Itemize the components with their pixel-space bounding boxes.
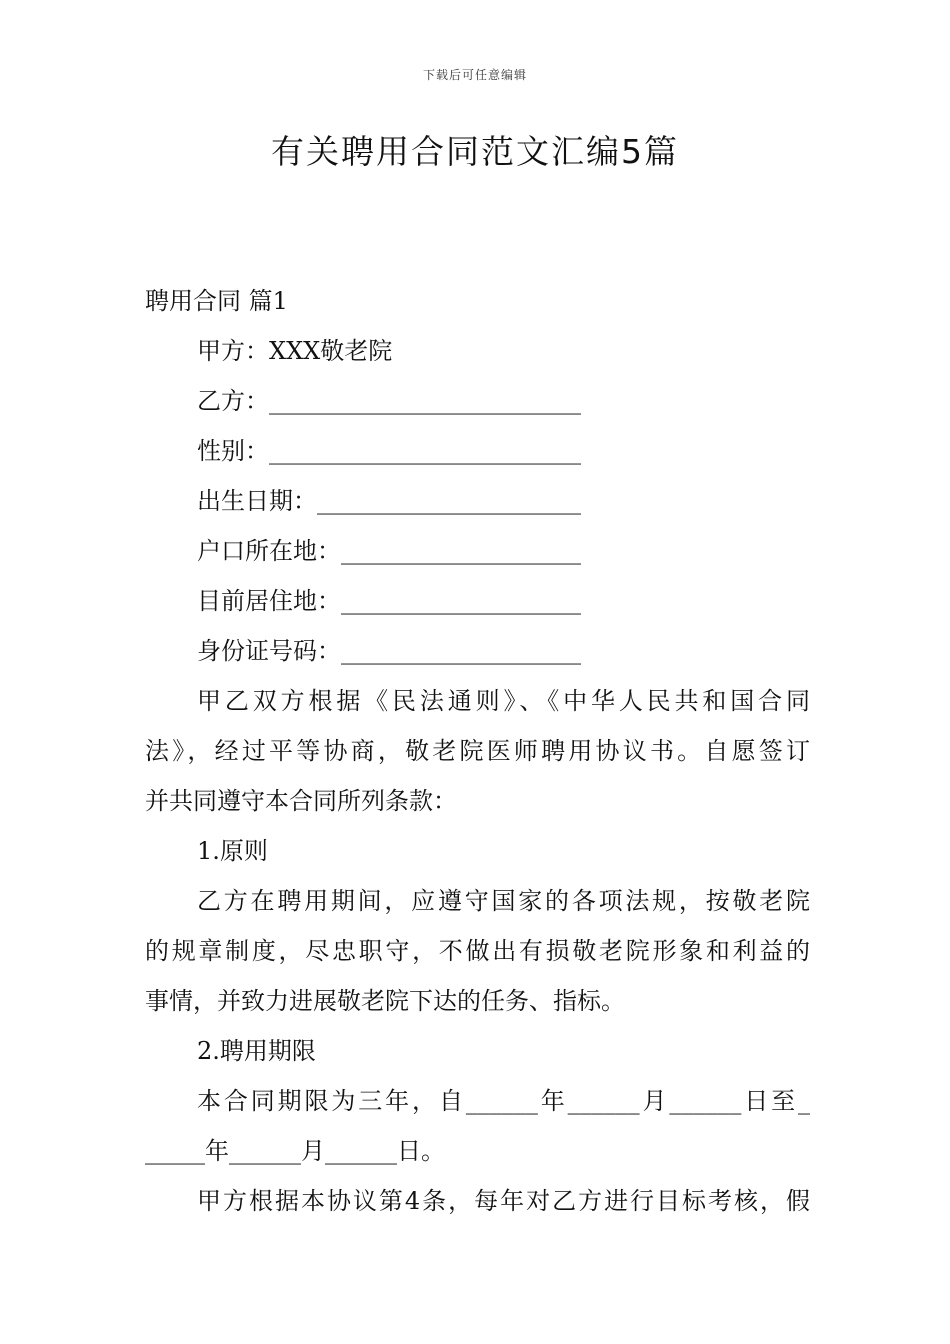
gender-line: 性别：__________________________ [197, 437, 581, 465]
residence-line: 目前居住地：____________________ [197, 587, 581, 615]
intro-paragraph-line-3: 并共同遵守本合同所列条款： [145, 787, 457, 815]
party-a-line: 甲方：XXX敬老院 [197, 337, 393, 365]
clause-1-text-line-2: 的规章制度，尽忠职守，不做出有损敬老院形象和利益的 [145, 937, 810, 965]
header-note: 下载后可任意编辑 [422, 68, 527, 82]
intro-paragraph-line-2: 法》，经过平等协商，敬老院医师聘用协议书。自愿签订 [145, 737, 810, 765]
clause-1-title: 1.原则 [197, 837, 268, 865]
document-title: 有关聘用合同范文汇编5篇 [271, 132, 679, 171]
document-body [145, 276, 810, 1226]
clause-2-text-line-1: 本合同期限为三年，自______年______月______日至_ [197, 1087, 810, 1115]
clause-2-title: 2.聘用期限 [197, 1037, 316, 1065]
hukou-line: 户口所在地：____________________ [197, 537, 581, 565]
clause-1-text-line-1: 乙方在聘用期间，应遵守国家的各项法规，按敬老院 [197, 887, 810, 915]
intro-paragraph-line-1: 甲乙双方根据《民法通则》、《中华人民共和国合同 [197, 687, 810, 715]
clause-2-text-line-2: _____年______月______日。 [145, 1137, 445, 1165]
birth-date-line: 出生日期：______________________ [197, 487, 581, 515]
clause-2-text-line-3: 甲方根据本协议第4条，每年对乙方进行目标考核，假 [197, 1187, 810, 1215]
party-b-line: 乙方：__________________________ [197, 387, 581, 415]
id-number-line: 身份证号码：____________________ [197, 637, 581, 665]
clause-1-text-line-3: 事情，并致力进展敬老院下达的任务、指标。 [145, 987, 625, 1015]
section-heading: 聘用合同 篇1 [145, 287, 288, 315]
